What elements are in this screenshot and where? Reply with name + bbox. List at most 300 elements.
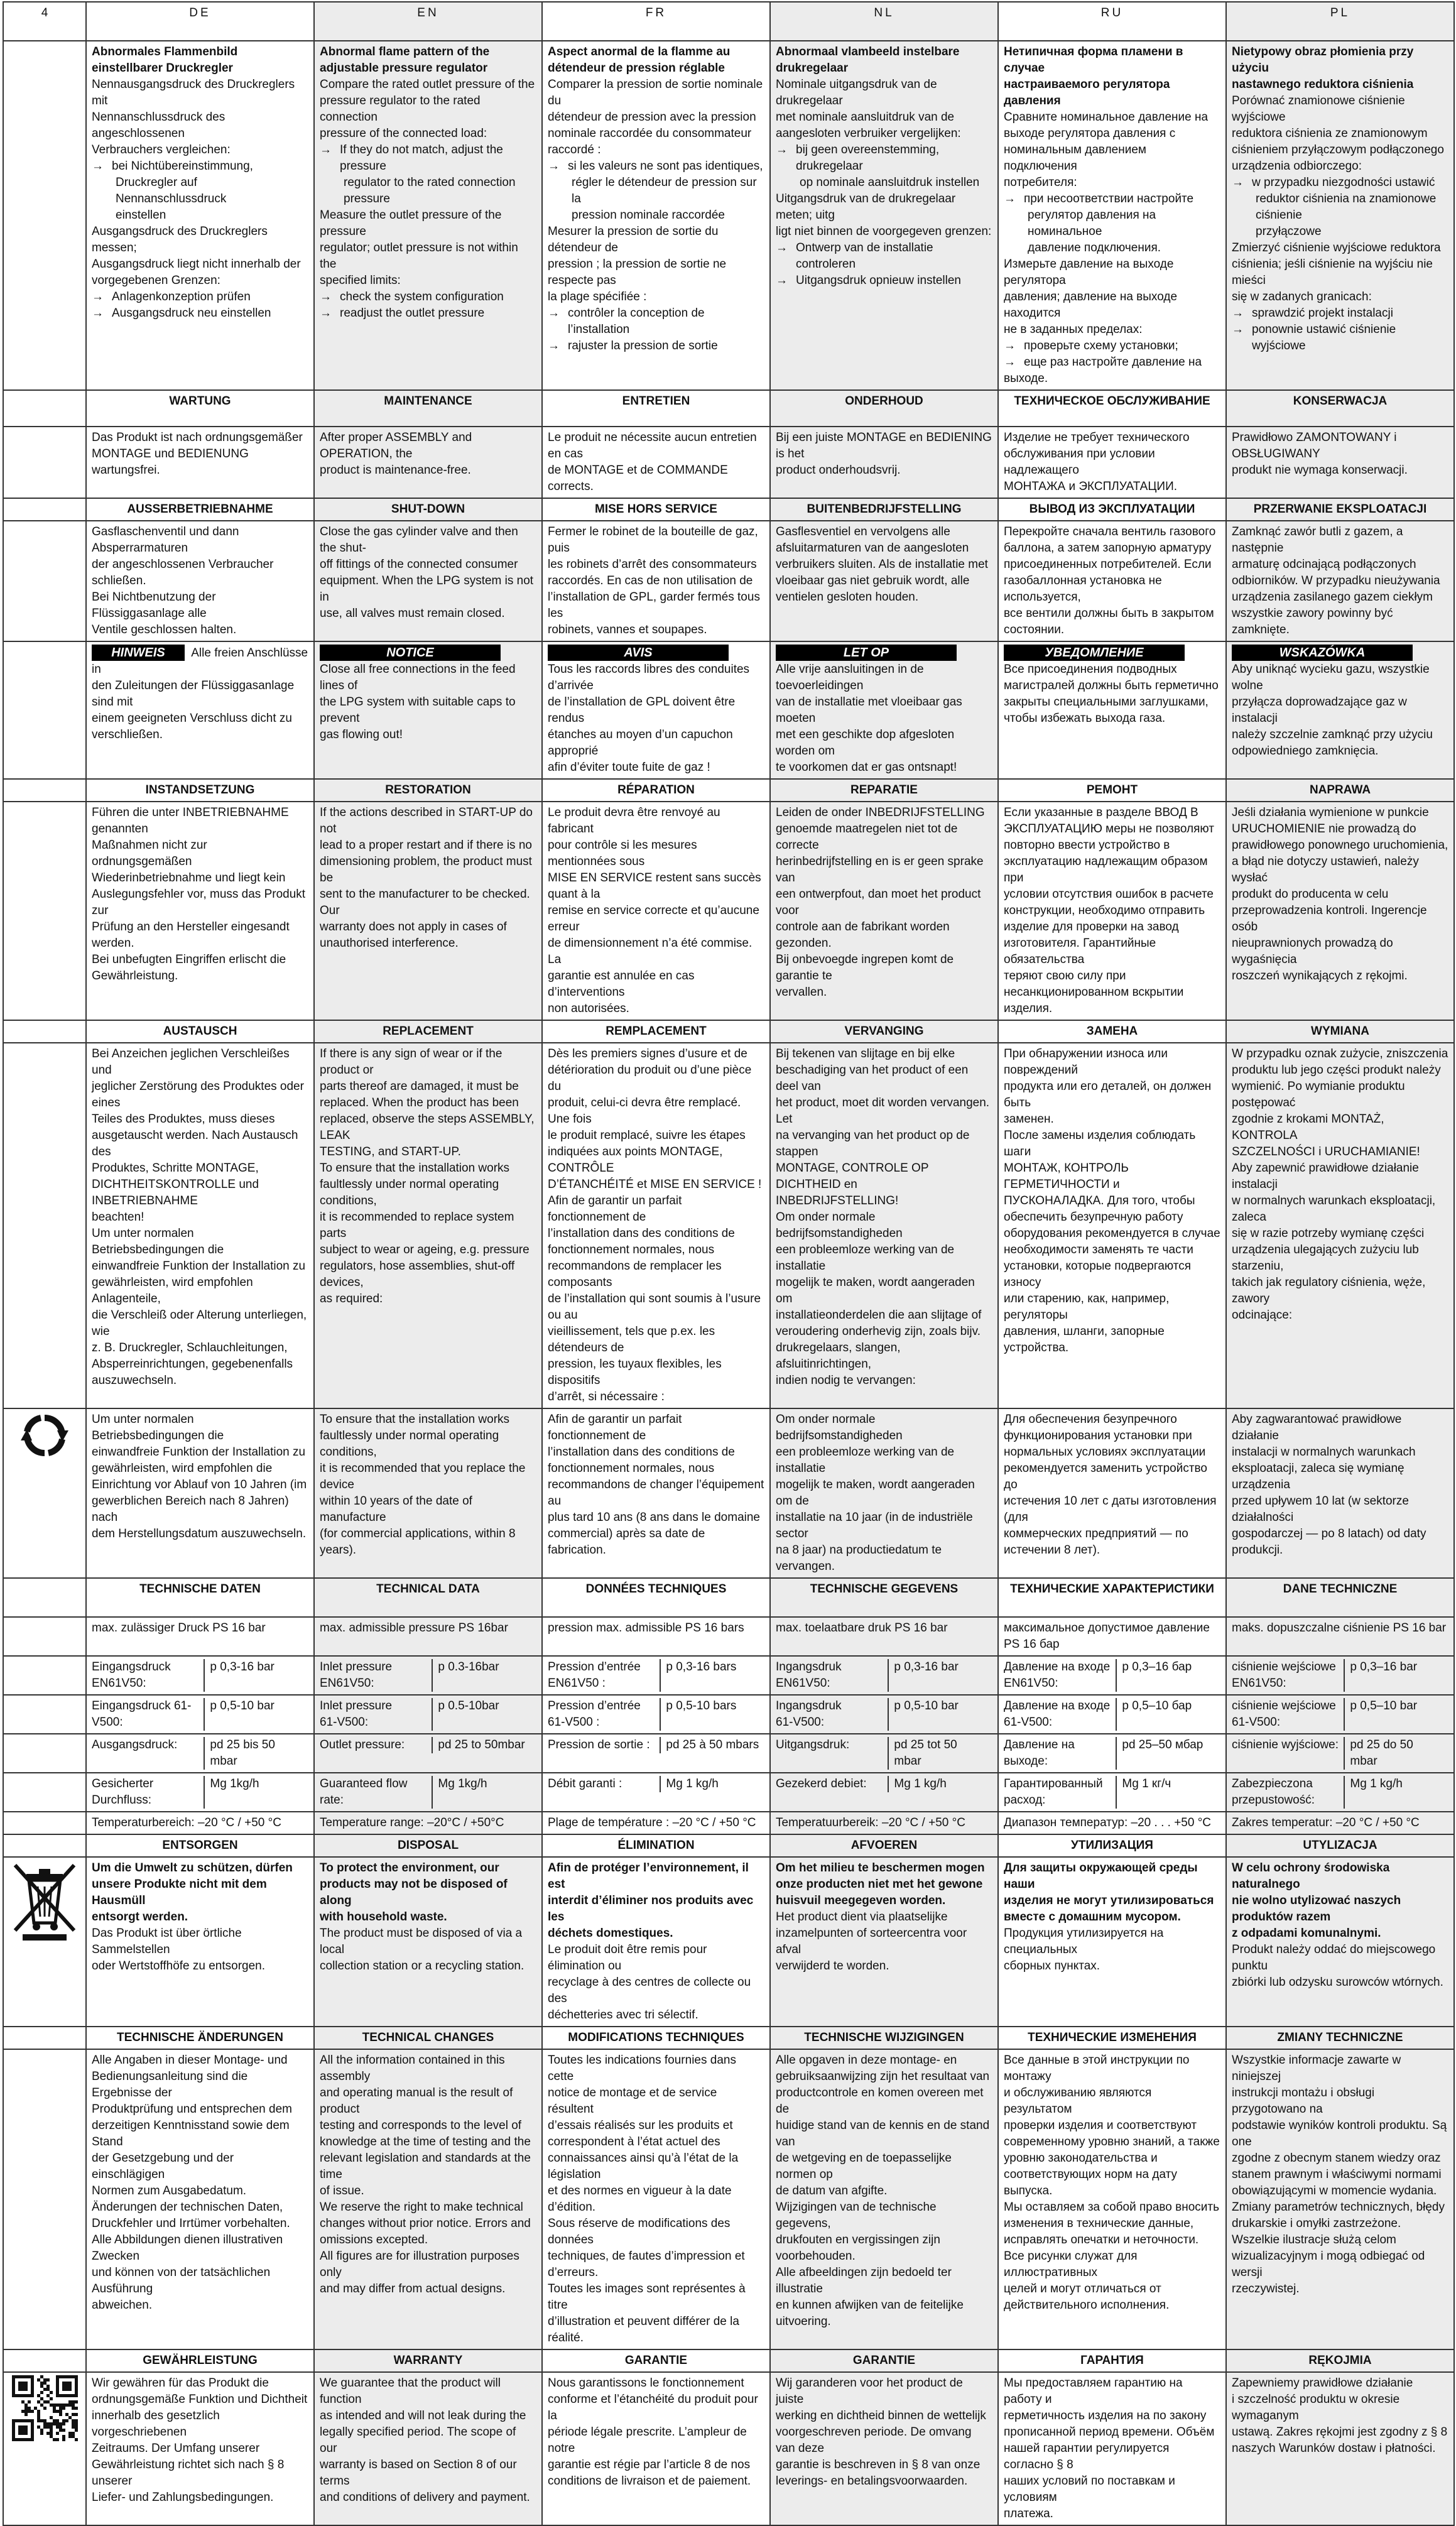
restoration-text-line: produkt do producenta w celu	[1232, 888, 1389, 901]
warranty-text-fr	[542, 2372, 770, 2525]
notice-cell-en	[314, 641, 542, 779]
tech-inlet1-icon-cell	[3, 1656, 86, 1695]
tech_changes-text-de	[86, 2049, 314, 2349]
tech-outlet-label-line: Давление на	[1004, 1738, 1075, 1751]
tech-outlet-pair	[1004, 1737, 1220, 1770]
page-number: 4	[3, 2, 86, 41]
tech-inlet1-de	[86, 1656, 314, 1695]
abnormal-icon-cell	[3, 41, 86, 390]
tech_changes-text-line: Alle Abbildungen dienen illustrativen Zwecken	[92, 2233, 283, 2263]
replacement-text-line: faultlessly under normal operating conditions,	[320, 1178, 499, 1207]
tech-outlet-row	[3, 1734, 1454, 1773]
abnormal-step1-text: bij geen overeenstemming, drukregelaar	[796, 143, 940, 173]
replacement-text-line: het product, moet dit worden vervangen. Let	[776, 1096, 990, 1126]
tech-inlet2-pl	[1226, 1695, 1454, 1734]
replacement-text-line: ПУСКОНАЛАДКА. Для того, чтобы	[1004, 1194, 1195, 1207]
ten_years-text-line: einwandfreie Funktion der Installation zu	[92, 1445, 306, 1459]
maintenance-title-fr: ENTRETIEN	[542, 390, 770, 427]
disposal-text-line: The product must be disposed of via a local	[320, 1927, 523, 1956]
disposal-text-line: inzamelpunten of sorteercentra voor afval	[776, 1927, 967, 1956]
abnormal-step1-cont: регулятор давления на номинальное	[1028, 209, 1156, 238]
abnormal-step1	[320, 142, 536, 175]
maintenance-text-de	[86, 427, 314, 498]
shutdown-text-line: присоединенных потребителей. Если	[1004, 558, 1212, 571]
replacement-text-line: replaced. When the product has been	[320, 1096, 519, 1109]
tech-inlet1-pair	[548, 1659, 764, 1692]
qr-code-icon-cell[interactable]	[3, 2372, 86, 2525]
shutdown-text-line: urządzenia zasilanego gazem ciekłym	[1232, 591, 1433, 604]
abnormal-step3-text: Ausgangsdruck neu einstellen	[112, 307, 271, 320]
tech-flow-pair-row	[776, 1776, 992, 1792]
notice-text-line: de l’installation de GPL doivent être rendus	[548, 695, 736, 725]
tech-inlet1-pair-row	[1232, 1659, 1448, 1692]
shutdown-title-pl: PRZERWANIE EKSPLOATACJI	[1226, 498, 1454, 521]
warranty-text-line: werking en dichtheid binnen de wettelijk	[776, 2409, 986, 2422]
restoration-text-line: genoemde maatregelen niet tot de correcte	[776, 822, 958, 852]
tech-inlet1-value: p 0,3-16 bar	[210, 1660, 274, 1674]
replacement-text-line: После замены изделия соблюдать шаги	[1004, 1129, 1196, 1158]
tech-flow-pair	[92, 1776, 308, 1809]
restoration-text-line: условии отсутствия ошибок в расчете	[1004, 888, 1214, 901]
abnormal-body-line: met nominale aansluitdruk van de	[776, 111, 955, 124]
tech-inlet2-de	[86, 1695, 314, 1734]
replacement-text-line: die Verschleiß oder Alterung unterliegen, wie	[92, 1309, 307, 1338]
abnormal-step3-text: еще раз настройте давление на	[1024, 356, 1202, 369]
abnormal-title-line: Abnormales Flammenbild	[92, 45, 238, 58]
tech-inlet1-pair	[1232, 1659, 1448, 1692]
warranty-text-line: conforme et l’étanchéité du produit pour la	[548, 2393, 758, 2422]
warranty-text-line: garantie is beschreven in § 8 van onze	[776, 2458, 981, 2471]
tech_changes-text-line: d’erreurs.	[548, 2266, 599, 2279]
restoration-title-nl: REPARATIE	[770, 779, 998, 802]
tech-flow-label-line: Gesicherter	[92, 1777, 154, 1790]
maintenance-text-line: After proper ASSEMBLY and OPERATION, the	[320, 431, 472, 460]
arrow-icon: →	[1004, 339, 1016, 352]
tech-inlet2-label	[776, 1698, 888, 1731]
tech-inlet1-en	[314, 1656, 542, 1695]
notice-first-line	[1004, 645, 1220, 661]
arrow-icon: →	[320, 307, 332, 320]
tech-flow-nl	[770, 1773, 998, 1812]
tech-flow-label	[548, 1776, 660, 1792]
tech-inlet1-value: p 0,3-16 bar	[894, 1660, 959, 1674]
tech-outlet-pair	[92, 1737, 308, 1770]
abnormal-step3	[776, 273, 992, 289]
tech-inlet2-ru	[998, 1695, 1226, 1734]
replacement-text-line: produktu lub jego części produkt należy	[1232, 1064, 1441, 1077]
notice-text-line: einem geeigneten Verschluss dicht zu	[92, 712, 292, 725]
abnormal-step3-text: readjust the outlet pressure	[340, 307, 485, 320]
tech-inlet2-pair-row	[776, 1698, 992, 1731]
tech-inlet2-label-line: 61-V500:	[320, 1716, 369, 1729]
shutdown-text-line: l’installation de GPL, garder fermés tous les	[548, 591, 760, 620]
maintenance-text-fr	[542, 427, 770, 498]
restoration-row	[3, 802, 1454, 1020]
notice-text-line: przyłącza doprowadzające gaz w instalacji	[1232, 695, 1407, 725]
tech-outlet-label	[776, 1737, 888, 1770]
replacement-text-line: de l’installation qui sont soumis à l’usure ou au	[548, 1292, 761, 1322]
tech-inlet2-pair	[1232, 1698, 1448, 1731]
tech-outlet-pair-row	[92, 1737, 308, 1770]
abnormal-mid-line: ciśnienia; jeśli ciśnienie na wyjściu nie mieści	[1232, 258, 1433, 287]
abnormal-cell-nl	[770, 41, 998, 390]
tech-flow-pair-row	[548, 1776, 764, 1792]
arrow-icon: →	[776, 241, 788, 254]
tech-outlet-icon-cell	[3, 1734, 86, 1773]
tech_changes-text-line: d’essais réalisés sur les produits et	[548, 2119, 733, 2132]
warranty-text-line: warranty is based on Section 8 of our terms	[320, 2458, 517, 2488]
replacement-text-pl	[1226, 1043, 1454, 1408]
disposal-bold-line: déchets domestiques.	[548, 1927, 673, 1940]
disposal-text-line: Het product dient via plaatselijke	[776, 1910, 948, 1924]
arrow-icon: →	[92, 307, 104, 320]
notice-text-line: the LPG system with suitable caps to prevent	[320, 695, 516, 725]
abnormal-step1-cont: einstellen	[116, 209, 166, 222]
disposal-bold-line: with household waste.	[320, 1910, 447, 1924]
abnormal-step2-text: Anlagenkonzeption prüfen	[112, 290, 251, 303]
tech-flow-label	[776, 1776, 888, 1792]
notice-cell-pl	[1226, 641, 1454, 779]
abnormal-step3-text: ponownie ustawić ciśnienie wyjściowe	[1252, 323, 1396, 352]
notice-first-line	[320, 645, 536, 661]
tech-data-title-de: TECHNISCHE DATEN	[86, 1578, 314, 1617]
tech-inlet2-label-line: Давление на входе	[1004, 1699, 1111, 1712]
tech-max-pressure-de: max. zulässiger Druck PS 16 bar	[86, 1617, 314, 1656]
restoration-text-nl	[770, 802, 998, 1020]
disposal-text-line: zbiórki lub odzysku surowców wtórnych.	[1232, 1976, 1443, 1989]
replacement-text-line: na vervanging van het product op de stappen	[776, 1129, 970, 1158]
restoration-text-line: warranty does not apply in cases of	[320, 920, 507, 934]
tech_changes-text-en	[314, 2049, 542, 2349]
maintenance-text-line: Изделие не требует технического	[1004, 431, 1190, 444]
tech_changes-text-line: изменения в технические данные,	[1004, 2217, 1194, 2230]
tech-outlet-value: pd 25 à 50 mbars	[666, 1738, 759, 1751]
tech-inlet1-row	[3, 1656, 1454, 1695]
tech-flow-pair-row	[1004, 1776, 1220, 1809]
maintenance-icon-cell	[3, 427, 86, 498]
replacement-text-line: beachten!	[92, 1211, 144, 1224]
replacement-text-line: recommandons de remplacer les composants	[548, 1260, 722, 1289]
tech-outlet-label	[548, 1737, 660, 1753]
warranty-text-en	[314, 2372, 542, 2525]
ten_years-text-line: faultlessly under normal operating conditions,	[320, 1429, 499, 1459]
disposal-title-ru: УТИЛИЗАЦИЯ	[998, 1834, 1226, 1857]
tech-temp-fr: Plage de température : –20 °C / +50 °C	[542, 1812, 770, 1834]
replacement-text-line: установки, которые подвергаются износу	[1004, 1260, 1192, 1289]
tech-outlet-value: pd 25–50 мбар	[1122, 1738, 1203, 1751]
warranty-row	[3, 2372, 1454, 2525]
shutdown-text-line: les robinets d’arrêt des consommateurs	[548, 558, 757, 571]
notice-badge: AVIS	[548, 645, 729, 661]
restoration-text-line: sent to the manufacturer to be checked. Our	[320, 888, 530, 917]
tech-flow-pair-row	[1232, 1776, 1448, 1809]
tech-inlet1-label	[92, 1659, 204, 1692]
shutdown-text-line: Gasflaschenventil und dann Absperrarmaturen	[92, 525, 239, 555]
restoration-text-line: prawidłowego ponownego uruchomienia,	[1232, 839, 1448, 852]
warranty-text-de	[86, 2372, 314, 2525]
abnormal-step1-text: w przypadku niezgodności ustawić	[1252, 176, 1435, 189]
abnormal-step1-cont: reduktor ciśnienia na znamionowe ciśnienie	[1256, 192, 1437, 222]
arrow-icon: →	[776, 143, 788, 156]
wheelie-bin-svg	[10, 1860, 79, 1942]
abnormal-title-line: einstellbarer Druckregler	[92, 62, 233, 75]
ten_years-text-line: recommandons de changer l’équipement au	[548, 1478, 764, 1508]
page	[0, 1, 1456, 2520]
restoration-text-line: Maßnahmen nicht zur ordnungsgemäßen	[92, 839, 207, 868]
tech-inlet1-value: p 0,3-16 bars	[666, 1660, 737, 1674]
abnormal-step1-cont: давление подключения.	[1028, 241, 1161, 254]
replacement-text-de	[86, 1043, 314, 1408]
tech_changes-text-line: of issue.	[320, 2184, 364, 2197]
abnormal-step1	[1004, 191, 1220, 207]
tech_changes-text-line: wizualizacyjnym i mogą odbiegać od wersji	[1232, 2250, 1425, 2279]
tech-inlet1-label-line: Eingangsdruck	[92, 1660, 171, 1674]
tech-outlet-label-line: Uitgangsdruk:	[776, 1738, 850, 1751]
shutdown-header-icon-cell	[3, 498, 86, 521]
ten_years-text-line: (for commercial applications, within 8 years).	[320, 1527, 516, 1557]
abnormal-body-line: pressure of the connected load:	[320, 127, 487, 140]
restoration-text-ru	[998, 802, 1226, 1020]
replacement-text-line: заменен.	[1004, 1113, 1054, 1126]
tech-flow-pair-row	[92, 1776, 308, 1809]
disposal-bold-line: products may not be disposed of along	[320, 1878, 508, 1907]
tech-inlet1-pair-row	[1004, 1659, 1220, 1692]
tech-inlet1-fr	[542, 1656, 770, 1695]
tech-inlet2-label-line: ciśnienie wejściowe	[1232, 1699, 1336, 1712]
tech-inlet1-pair-row	[92, 1659, 308, 1692]
warranty-text-line: Zapewniemy prawidłowe działanie	[1232, 2376, 1413, 2390]
restoration-header-icon-cell	[3, 779, 86, 802]
warranty-text-line: naszych Warunków dostaw i płatności.	[1232, 2442, 1436, 2455]
tech_changes-title-fr: MODIFICATIONS TECHNIQUES	[542, 2027, 770, 2049]
notice-text-line: van de installatie met vloeibaar gas moeten	[776, 695, 962, 725]
tech_changes-text-line: Druckfehler und Irrtümer vorbehalten.	[92, 2217, 290, 2230]
maintenance-text-en	[314, 427, 542, 498]
tech_changes-text-line: Normen zum Ausgabedatum.	[92, 2184, 247, 2197]
tech-data-title-ru: ТЕХНИЧЕСКИЕ ХАРАКТЕРИСТИКИ	[998, 1578, 1226, 1617]
abnormal-step1-text: при несоответствии настройте	[1024, 192, 1194, 205]
tech-max-pressure-ru: максимальное допустимое давление PS 16 бар	[998, 1617, 1226, 1656]
tech_changes-title-pl: ZMIANY TECHNICZNE	[1226, 2027, 1454, 2049]
restoration-title-ru: РЕМОНТ	[998, 779, 1226, 802]
tech-flow-ru	[998, 1773, 1226, 1812]
ten_years-text-line: коммерческих предприятий — по	[1004, 1527, 1188, 1540]
abnormal-step2	[320, 289, 536, 305]
disposal-text-line: verwijderd te worden.	[776, 1959, 889, 1973]
abnormal-cell-de	[86, 41, 314, 390]
notice-cell-ru	[998, 641, 1226, 779]
abnormal-step3	[1232, 322, 1448, 354]
replacement-text-line: w normalnych warunkach eksploatacji, zaleca	[1232, 1194, 1436, 1224]
restoration-text-line: de dimensionnement n’a été commise. La	[548, 937, 752, 966]
tech_changes-text-line: уровню законодательства и	[1004, 2152, 1158, 2165]
qr-code-svg	[12, 2375, 78, 2441]
tech-outlet-value: pd 25 bis 50 mbar	[210, 1738, 275, 1768]
tech-outlet-pair-row	[1004, 1737, 1220, 1770]
disposal-bold-line: entsorgt werden.	[92, 1910, 188, 1924]
maintenance-text-line: MONTAGE und BEDIENUNG wartungsfrei.	[92, 447, 249, 477]
tech-inlet2-value: p 0,5–10 bar	[1350, 1699, 1418, 1712]
shutdown-text-line: Перекройте сначала вентиль газового	[1004, 525, 1216, 538]
ten_years-text-line: Aby zagwarantować prawidłowe działanie	[1232, 1413, 1402, 1442]
ten_years-text-line: истечении 8 лет).	[1004, 1543, 1100, 1557]
tech-inlet1-label-line: Pression d’entrée	[548, 1660, 641, 1674]
tech-outlet-en	[314, 1734, 542, 1773]
tech_changes-text-pl	[1226, 2049, 1454, 2349]
notice-text-line: odpowiedniego zamknięcia.	[1232, 744, 1379, 758]
disposal-text-line: recyclage à des centres de collecte ou des	[548, 1976, 751, 2005]
disposal-bold-line: Om het milieu te beschermen mogen	[776, 1861, 985, 1875]
abnormal-step1-text: If they do not match, adjust the pressure	[340, 143, 503, 173]
shutdown-text-pl	[1226, 521, 1454, 641]
replacement-text-line: veroudering onderhevig zijn, zoals bijv.	[776, 1325, 981, 1338]
disposal-row	[3, 1857, 1454, 2027]
tech-flow-pair	[548, 1776, 764, 1792]
abnormal-mid-line: Uitgangsdruk van de drukregelaar meten; uitg	[776, 192, 956, 222]
arrow-icon: →	[1004, 356, 1016, 369]
abnormal-step1-cont: przyłączowe	[1256, 225, 1322, 238]
tech-inlet1-pair	[776, 1659, 992, 1692]
tech_changes-text-line: Все рисунки служат для иллюстративных	[1004, 2250, 1138, 2279]
abnormal-mid-line: Ausgangsdruck des Druckreglers messen;	[92, 225, 268, 254]
shutdown-title-fr: MISE HORS SERVICE	[542, 498, 770, 521]
tech-flow-label-line: Durchfluss:	[92, 1794, 152, 1807]
shutdown-text-line: Close the gas cylinder valve and then the shut-	[320, 525, 518, 555]
replacement-text-line: parts thereof are damaged, it must be	[320, 1080, 519, 1093]
tech-changes-row	[3, 2049, 1454, 2349]
shutdown-text-de	[86, 521, 314, 641]
tech_changes-text-line: notice de montage et de service résultent	[548, 2086, 717, 2116]
tech_changes-text-line: en kunnen afwijken van de feitelijke	[776, 2299, 964, 2312]
maintenance-text-line: de MONTAGE et de COMMANDE corrects.	[548, 464, 728, 493]
ten_years-text-line: функционирования установки при	[1004, 1429, 1192, 1442]
maintenance-text-line: Bij een juiste MONTAGE en BEDIENING is het	[776, 431, 992, 460]
abnormal-step2	[776, 240, 992, 273]
disposal-bold-line: Для защиты окружающей среды наши	[1004, 1861, 1198, 1891]
abnormal-step1-text: si les valeurs ne sont pas identiques,	[568, 160, 763, 173]
tech-flow-pair-row	[320, 1776, 536, 1809]
replacement-text-line: ausgetauscht werden. Nach Austausch des	[92, 1129, 298, 1158]
tech_changes-text-line: d’illustration et peuvent différer de la réalité.	[548, 2315, 739, 2344]
disposal-text-de	[86, 1857, 314, 2027]
tech-inlet1-pl	[1226, 1656, 1454, 1695]
tech-temp-ru: Диапазон температур: –20 . . . +50 °C	[998, 1812, 1226, 1834]
tech-inlet2-label	[1232, 1698, 1344, 1731]
tech_changes-text-line: исправлять опечатки и неточности.	[1004, 2233, 1199, 2246]
abnormal-body-line: Compare the rated outlet pressure of the	[320, 78, 535, 91]
abnormal-mid-line: la plage spécifiée :	[548, 290, 647, 303]
tech-max-icon-cell	[3, 1617, 86, 1656]
replacement-text-line: W przypadku oznak zużycie, zniszczenia	[1232, 1047, 1448, 1060]
restoration-text-line: изделие для проверки на завод	[1004, 920, 1179, 934]
tech-inlet1-label-line: Ingangsdruk	[776, 1660, 842, 1674]
abnormal-body-line: Verbrauchers vergleichen:	[92, 143, 231, 156]
restoration-text-line: Bij onbevoegde ingrepen komt de garantie te	[776, 953, 954, 983]
restoration-text-line: изготовителя. Гарантийные обязательства	[1004, 937, 1156, 966]
tech-inlet1-value: p 0,3–16 bar	[1350, 1660, 1418, 1674]
tech-inlet1-pair	[320, 1659, 536, 1692]
tech-flow-value: Mg 1 кг/ч	[1122, 1777, 1171, 1790]
warranty-text-line: ordnungsgemäße Funktion und Dichtheit	[92, 2393, 308, 2406]
tech-inlet2-label-line: Eingangsdruck 61-	[92, 1699, 192, 1712]
abnormal-title-line: Abnormaal vlambeeld instelbare	[776, 45, 960, 58]
tech-flow-pair	[320, 1776, 536, 1809]
tech_changes-text-line: der Gesetzgebung und der einschlägigen	[92, 2152, 234, 2181]
replacement-text-line: обеспечить безупречную работу	[1004, 1211, 1183, 1224]
replacement-text-en	[314, 1043, 542, 1408]
replacement-text-line: as required:	[320, 1292, 383, 1305]
restoration-text-line: MISE EN SERVICE restent sans succès quant à la	[548, 871, 761, 901]
lang-header-nl: NL	[770, 2, 998, 41]
warranty-text-line: Мы предоставляем гарантию на работу и	[1004, 2376, 1183, 2406]
ten_years-text-line: dem Herstellungsdatum auszuwechseln.	[92, 1527, 307, 1540]
warranty-title-ru: ГАРАНТИЯ	[998, 2349, 1226, 2372]
shutdown-title-en: SHUT-DOWN	[314, 498, 542, 521]
notice-badge: УВЕДОМЛЕНИЕ	[1004, 645, 1185, 661]
maintenance-text-line: обслуживания при условии надлежащего	[1004, 447, 1155, 477]
abnormal-step2	[92, 289, 308, 305]
disposal-bold-line: To protect the environment, our	[320, 1861, 499, 1875]
replacement-text-line: vieillissement, tels que p.ex. les détendeurs de	[548, 1325, 715, 1354]
tech_changes-text-line: Produktprüfung und entsprechen dem	[92, 2103, 292, 2116]
tech-outlet-label-line: ciśnienie wyjściowe:	[1232, 1738, 1339, 1751]
notice-text-line: verschließen.	[92, 728, 163, 741]
replacement-text-line: pression, les tuyaux flexibles, les dispositifs	[548, 1358, 722, 1387]
abnormal-title-line: Нетипичная форма пламени в случае	[1004, 45, 1183, 75]
restoration-title-en: RESTORATION	[314, 779, 542, 802]
restoration-text-line: Wiederinbetriebnahme und liegt kein	[92, 871, 286, 885]
warranty-text-line: Wij garanderen voor het product de juiste	[776, 2376, 963, 2406]
tech-inlet2-row	[3, 1695, 1454, 1734]
arrow-icon: →	[92, 290, 104, 303]
ten_years-text-line: within 10 years of the date of manufacture	[320, 1494, 472, 1524]
tech-inlet1-ru	[998, 1656, 1226, 1695]
tech_changes-text-line: действительного исполнения.	[1004, 2299, 1170, 2312]
warranty-text-line: Nous garantissons le fonctionnement	[548, 2376, 744, 2390]
restoration-text-line: Gewährleistung.	[92, 969, 178, 983]
notice-badge: HINWEIS	[92, 645, 185, 661]
restoration-text-en	[314, 802, 542, 1020]
maintenance-title-ru: ТЕХНИЧЕСКОЕ ОБСЛУЖИВАНИЕ	[998, 390, 1226, 427]
tech_changes-text-line: современному уровню знаний, а также	[1004, 2135, 1220, 2148]
tech-inlet1-label	[320, 1659, 432, 1692]
ten_years-text-line: mogelijk te maken, wordt aangeraden om de	[776, 1478, 975, 1508]
shutdown-text-line: Bei Nichtbenutzung der Flüssiggasanlage alle	[92, 591, 216, 620]
disposal-text-line: oder Wertstoffhöfe zu entsorgen.	[92, 1959, 266, 1973]
restoration-text-line: повторно ввести устройство в	[1004, 839, 1170, 852]
notice-cell-nl	[770, 641, 998, 779]
abnormal-cell-fr	[542, 41, 770, 390]
maintenance-text-line: product onderhoudsvrij.	[776, 464, 901, 477]
disposal-bold-line: Um die Umwelt zu schützen, dürfen	[92, 1861, 293, 1875]
tech-inlet1-value: p 0,3–16 бар	[1122, 1660, 1192, 1674]
tech-inlet1-value: p 0.3-16bar	[438, 1660, 499, 1674]
replacement-text-line: MONTAGE, CONTROLE OP DICHTHEID en	[776, 1162, 929, 1191]
replacement-text-line: jeglicher Zerstörung des Produktes oder eines	[92, 1080, 304, 1109]
tech_changes-title-de: TECHNISCHE ÄNDERUNGEN	[86, 2027, 314, 2049]
tech-inlet2-fr	[542, 1695, 770, 1734]
tech-flow-label	[92, 1776, 204, 1809]
ten_years-text-line: produkcji.	[1232, 1543, 1283, 1557]
ten_years-text-line: нормальных условиях эксплуатации	[1004, 1445, 1206, 1459]
warranty-header-row	[3, 2349, 1454, 2372]
maintenance-text-line: produkt nie wymaga konserwacji.	[1232, 464, 1408, 477]
tech-inlet2-label	[548, 1698, 660, 1731]
disposal-text-ru	[998, 1857, 1226, 2027]
restoration-text-line: URUCHOMIENIE nie prowadzą do	[1232, 822, 1416, 836]
tech-max-pressure-fr: pression max. admissible PS 16 bars	[542, 1617, 770, 1656]
tech-changes-header-row	[3, 2027, 1454, 2049]
